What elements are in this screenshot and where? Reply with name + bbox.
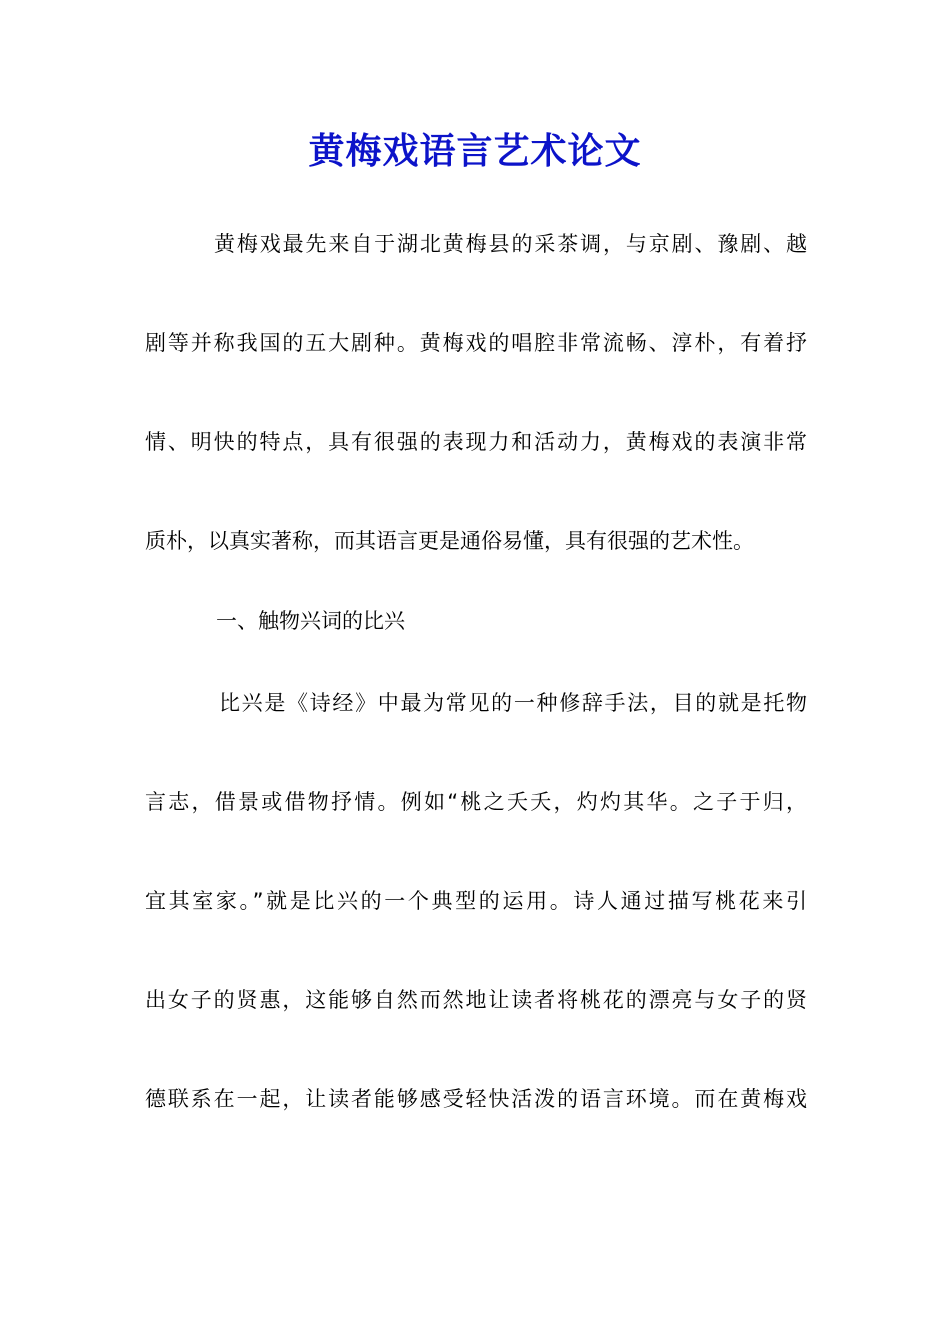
document-title: 黄梅戏语言艺术论文 — [308, 130, 642, 172]
paragraph-1-line-3: 情、明快的特点，具有很强的表现力和活动力，黄梅戏的表演非常 — [145, 430, 807, 454]
section-1-heading: 一、触物兴词的比兴 — [216, 609, 405, 633]
paragraph-1-line-1: 黄梅戏最先来自于湖北黄梅县的采茶调，与京剧、豫剧、越 — [214, 232, 807, 256]
paragraph-2-line-1: 比兴是《诗经》中最为常见的一种修辞手法，目的就是托物 — [219, 691, 807, 715]
paragraph-2-line-2: 言志，借景或借物抒情。例如“桃之夭夭，灼灼其华。之子于归， — [145, 790, 807, 814]
paragraph-2-line-3: 宜其室家。”就是比兴的一个典型的运用。诗人通过描写桃花来引 — [145, 889, 807, 913]
paragraph-2-line-4: 出女子的贤惠，这能够自然而然地让读者将桃花的漂亮与女子的贤 — [145, 988, 807, 1012]
paragraph-1-line-2: 剧等并称我国的五大剧种。黄梅戏的唱腔非常流畅、淳朴，有着抒 — [145, 331, 807, 355]
paragraph-2-line-5: 德联系在一起，让读者能够感受轻快活泼的语言环境。而在黄梅戏 — [145, 1087, 807, 1111]
paragraph-1-line-4: 质朴，以真实著称，而其语言更是通俗易懂，具有很强的艺术性。 — [145, 529, 754, 553]
